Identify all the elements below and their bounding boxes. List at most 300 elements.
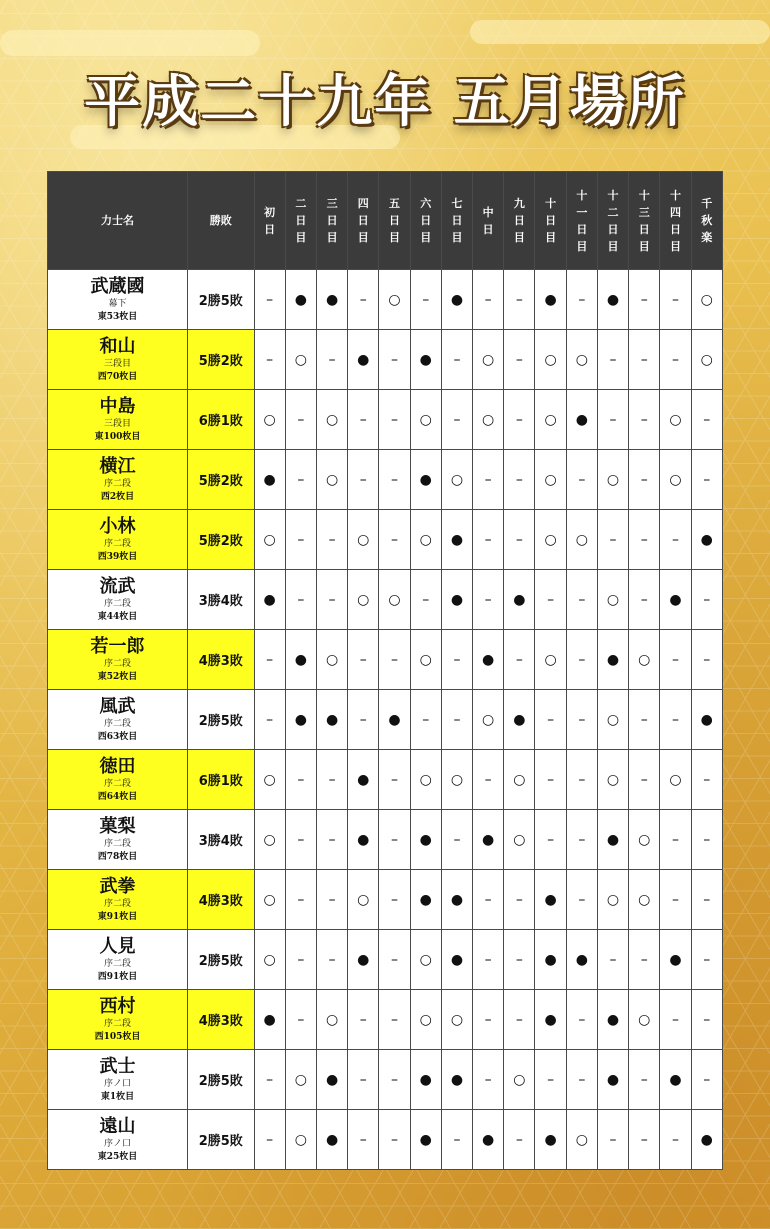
day-result-5: – <box>379 450 410 510</box>
rikishi-name: 徳田 <box>99 755 136 777</box>
day-result-11: – <box>566 1050 597 1110</box>
day-result-12: ● <box>597 990 628 1050</box>
day-result-8: – <box>473 870 504 930</box>
day-result-5: – <box>379 510 410 570</box>
rikishi-name: 人見 <box>99 935 136 957</box>
day-result-7: – <box>441 390 472 450</box>
day-result-1: ● <box>254 570 285 630</box>
rikishi-cell <box>48 510 188 570</box>
day-result-10: ○ <box>535 450 566 510</box>
header-day-char: 七 <box>451 197 463 210</box>
day-result-6: ● <box>410 450 441 510</box>
header-day-char: 日 <box>451 214 463 227</box>
rikishi-rank: 西70枚目 <box>97 371 138 382</box>
rikishi-cell <box>48 270 188 330</box>
rikishi-cell <box>48 990 188 1050</box>
rikishi-division: 序二段 <box>104 598 132 609</box>
day-result-14: ○ <box>660 390 691 450</box>
header-day-10 <box>535 172 566 270</box>
header-day-char: 三 <box>638 205 650 219</box>
day-result-9: ○ <box>504 1050 535 1110</box>
rikishi-rank: 東44枚目 <box>97 611 138 622</box>
day-result-3: – <box>316 750 347 810</box>
header-day-char: 目 <box>326 231 338 244</box>
day-result-15: – <box>691 810 722 870</box>
day-result-10: – <box>535 750 566 810</box>
day-result-15: – <box>691 630 722 690</box>
header-day-char: 十 <box>638 188 650 202</box>
rikishi-cell <box>48 450 188 510</box>
day-result-7: ● <box>441 270 472 330</box>
record-cell: 3勝4敗 <box>188 810 254 870</box>
header-day-char: 目 <box>638 239 650 253</box>
day-result-9: – <box>504 990 535 1050</box>
rikishi-division: 序二段 <box>104 658 132 669</box>
day-result-12: ○ <box>597 450 628 510</box>
day-result-5: – <box>379 870 410 930</box>
header-day-char: 四 <box>669 205 681 219</box>
day-result-5: – <box>379 330 410 390</box>
record-cell: 3勝4敗 <box>188 570 254 630</box>
table-row <box>48 1050 723 1110</box>
header-day-char: 中 <box>482 205 494 219</box>
day-result-4: ○ <box>348 510 379 570</box>
day-result-10: ● <box>535 990 566 1050</box>
record-cell: 2勝5敗 <box>188 270 254 330</box>
day-result-2: ○ <box>285 330 316 390</box>
header-day-6 <box>410 172 441 270</box>
day-result-4: ● <box>348 810 379 870</box>
table-row <box>48 390 723 450</box>
day-result-1: ○ <box>254 510 285 570</box>
rikishi-division: 序ノ口 <box>104 1078 132 1089</box>
day-result-1: ● <box>254 450 285 510</box>
day-result-3: ○ <box>316 630 347 690</box>
rikishi-cell <box>48 570 188 630</box>
rikishi-rank: 西91枚目 <box>97 971 138 982</box>
rikishi-cell <box>48 330 188 390</box>
day-result-11: ● <box>566 390 597 450</box>
rikishi-division: 序二段 <box>104 1018 132 1029</box>
header-day-char: 十 <box>607 188 619 202</box>
day-result-15: ● <box>691 510 722 570</box>
day-result-6: – <box>410 690 441 750</box>
day-result-13: – <box>629 510 660 570</box>
header-day-8 <box>473 172 504 270</box>
day-result-6: ● <box>410 870 441 930</box>
rikishi-division: 序二段 <box>104 958 132 969</box>
day-result-8: – <box>473 570 504 630</box>
day-result-9: – <box>504 330 535 390</box>
day-result-4: ● <box>348 750 379 810</box>
day-result-10: ● <box>535 270 566 330</box>
day-result-11: – <box>566 750 597 810</box>
day-result-13: – <box>629 1050 660 1110</box>
day-result-9: ○ <box>504 810 535 870</box>
header-record: 勝敗 <box>188 172 254 270</box>
day-result-8: – <box>473 270 504 330</box>
day-result-12: – <box>597 390 628 450</box>
day-result-8: – <box>473 1050 504 1110</box>
day-result-13: ○ <box>629 630 660 690</box>
day-result-3: ○ <box>316 390 347 450</box>
day-result-12: ● <box>597 630 628 690</box>
day-result-15: – <box>691 570 722 630</box>
day-result-14: ● <box>660 930 691 990</box>
day-result-8: ● <box>473 630 504 690</box>
rikishi-division: 序二段 <box>104 778 132 789</box>
day-result-7: ● <box>441 1050 472 1110</box>
header-day-char: 目 <box>420 231 432 244</box>
rikishi-name: 流武 <box>99 575 136 597</box>
day-result-5: – <box>379 630 410 690</box>
day-result-10: – <box>535 690 566 750</box>
day-result-2: – <box>285 930 316 990</box>
day-result-13: ○ <box>629 810 660 870</box>
day-result-14: – <box>660 270 691 330</box>
rikishi-cell <box>48 630 188 690</box>
day-result-4: – <box>348 990 379 1050</box>
header-day-char: 目 <box>389 231 400 244</box>
day-result-6: ○ <box>410 390 441 450</box>
day-result-13: ○ <box>629 870 660 930</box>
header-day-char: 日 <box>545 214 557 227</box>
day-result-2: – <box>285 870 316 930</box>
day-result-14: – <box>660 1110 691 1170</box>
day-result-14: – <box>660 510 691 570</box>
day-result-2: ○ <box>285 1110 316 1170</box>
rikishi-name: 菓梨 <box>99 815 136 837</box>
day-result-8: – <box>473 930 504 990</box>
day-result-13: – <box>629 450 660 510</box>
header-day-char: 十 <box>576 188 588 202</box>
day-result-13: – <box>629 570 660 630</box>
day-result-4: – <box>348 450 379 510</box>
day-result-8: ○ <box>473 330 504 390</box>
day-result-12: ● <box>597 270 628 330</box>
record-cell: 2勝5敗 <box>188 930 254 990</box>
day-result-15: – <box>691 450 722 510</box>
day-result-3: ● <box>316 1050 347 1110</box>
day-result-2: ● <box>285 270 316 330</box>
rikishi-rank: 西64枚目 <box>97 791 138 802</box>
header-day-char: 日 <box>576 222 588 236</box>
rikishi-rank: 西63枚目 <box>97 731 138 742</box>
rikishi-cell <box>48 810 188 870</box>
day-result-10: ● <box>535 1110 566 1170</box>
day-result-10: – <box>535 570 566 630</box>
day-result-2: ● <box>285 630 316 690</box>
day-result-5: – <box>379 930 410 990</box>
header-day-char: 五 <box>389 197 400 210</box>
day-result-11: ○ <box>566 330 597 390</box>
header-day-char: 日 <box>357 214 369 227</box>
day-result-3: – <box>316 870 347 930</box>
record-cell: 5勝2敗 <box>188 510 254 570</box>
table-row <box>48 510 723 570</box>
day-result-3: ○ <box>316 450 347 510</box>
day-result-10: – <box>535 1050 566 1110</box>
day-result-11: – <box>566 870 597 930</box>
day-result-2: – <box>285 990 316 1050</box>
header-day-char: 目 <box>669 239 681 253</box>
header-day-char: 秋 <box>701 214 713 227</box>
day-result-3: – <box>316 810 347 870</box>
table-row <box>48 750 723 810</box>
day-result-3: – <box>316 570 347 630</box>
day-result-2: – <box>285 810 316 870</box>
table-row <box>48 1110 723 1170</box>
rikishi-rank: 東53枚目 <box>97 311 138 322</box>
day-result-13: – <box>629 270 660 330</box>
day-result-8: – <box>473 510 504 570</box>
page-title: 平成二十九年 五月場所 <box>84 70 686 135</box>
day-result-15: – <box>691 390 722 450</box>
header-day-char: 日 <box>326 214 338 227</box>
day-result-12: ○ <box>597 690 628 750</box>
day-result-10: – <box>535 810 566 870</box>
day-result-2: – <box>285 450 316 510</box>
day-result-8: – <box>473 750 504 810</box>
header-day-char: 楽 <box>701 231 713 244</box>
header-day-9 <box>504 172 535 270</box>
rikishi-rank: 東52枚目 <box>97 671 138 682</box>
day-result-14: – <box>660 990 691 1050</box>
header-day-char: 日 <box>295 214 307 227</box>
day-result-9: – <box>504 870 535 930</box>
header-day-char: 千 <box>701 197 713 210</box>
rikishi-division: 序二段 <box>104 838 132 849</box>
header-day-char: 目 <box>513 231 525 244</box>
day-result-11: ○ <box>566 1110 597 1170</box>
day-result-14: – <box>660 690 691 750</box>
day-result-7: ○ <box>441 750 472 810</box>
day-result-13: – <box>629 390 660 450</box>
header-day-char: 日 <box>482 222 494 236</box>
day-result-11: – <box>566 690 597 750</box>
record-cell: 4勝3敗 <box>188 990 254 1050</box>
rikishi-cell <box>48 750 188 810</box>
day-result-14: ● <box>660 1050 691 1110</box>
day-result-1: ○ <box>254 750 285 810</box>
day-result-5: ● <box>379 690 410 750</box>
day-result-14: – <box>660 630 691 690</box>
rikishi-cell <box>48 690 188 750</box>
day-result-6: ● <box>410 1110 441 1170</box>
header-day-11 <box>566 172 597 270</box>
day-result-1: ○ <box>254 810 285 870</box>
day-result-6: ● <box>410 810 441 870</box>
day-result-7: – <box>441 1110 472 1170</box>
day-result-1: ○ <box>254 390 285 450</box>
rikishi-division: 三段目 <box>104 358 132 369</box>
rikishi-rank: 東100枚目 <box>94 431 141 442</box>
day-result-4: ○ <box>348 570 379 630</box>
day-result-9: ● <box>504 570 535 630</box>
rikishi-rank: 東91枚目 <box>97 911 138 922</box>
day-result-7: ● <box>441 570 472 630</box>
day-result-1: ● <box>254 990 285 1050</box>
rikishi-rank: 西2枚目 <box>100 491 135 502</box>
day-result-5: – <box>379 750 410 810</box>
day-result-11: – <box>566 270 597 330</box>
day-result-13: – <box>629 690 660 750</box>
day-result-15: ○ <box>691 330 722 390</box>
day-result-10: ● <box>535 870 566 930</box>
header-day-3 <box>316 172 347 270</box>
day-result-7: – <box>441 810 472 870</box>
table-row <box>48 690 723 750</box>
day-result-3: – <box>316 930 347 990</box>
header-day-char: 十 <box>545 197 557 210</box>
day-result-6: ○ <box>410 510 441 570</box>
header-day-char: 目 <box>295 231 307 244</box>
day-result-1: – <box>254 1050 285 1110</box>
day-result-4: ● <box>348 930 379 990</box>
header-day-1 <box>254 172 285 270</box>
header-day-14 <box>660 172 691 270</box>
day-result-9: ● <box>504 690 535 750</box>
day-result-15: ● <box>691 690 722 750</box>
day-result-12: ○ <box>597 870 628 930</box>
header-day-2 <box>285 172 316 270</box>
rikishi-rank: 西78枚目 <box>97 851 138 862</box>
day-result-9: – <box>504 450 535 510</box>
header-day-char: 十 <box>669 188 681 202</box>
rikishi-rank: 西39枚目 <box>97 551 138 562</box>
day-result-12: – <box>597 930 628 990</box>
day-result-6: ○ <box>410 630 441 690</box>
header-day-char: 六 <box>420 197 432 210</box>
day-result-14: ○ <box>660 750 691 810</box>
record-cell: 6勝1敗 <box>188 390 254 450</box>
day-result-9: – <box>504 390 535 450</box>
day-result-7: – <box>441 630 472 690</box>
rikishi-name: 横江 <box>99 455 136 477</box>
day-result-8: ● <box>473 810 504 870</box>
rikishi-rank: 東1枚目 <box>100 1091 135 1102</box>
record-cell: 2勝5敗 <box>188 1050 254 1110</box>
day-result-13: – <box>629 330 660 390</box>
day-result-4: ● <box>348 330 379 390</box>
header-day-char: 四 <box>357 197 369 210</box>
header-day-15 <box>691 172 722 270</box>
day-result-5: – <box>379 990 410 1050</box>
day-result-14: – <box>660 330 691 390</box>
day-result-4: – <box>348 270 379 330</box>
results-table <box>47 171 723 1170</box>
table-row <box>48 990 723 1050</box>
day-result-5: ○ <box>379 270 410 330</box>
day-result-2: ● <box>285 690 316 750</box>
day-result-7: – <box>441 330 472 390</box>
header-day-char: 日 <box>389 214 400 227</box>
header-day-char: 日 <box>669 222 681 236</box>
header-row <box>48 172 723 270</box>
day-result-2: – <box>285 510 316 570</box>
day-result-9: ○ <box>504 750 535 810</box>
rikishi-name: 武蔵國 <box>90 275 145 297</box>
header-day-char: 九 <box>513 197 525 210</box>
day-result-7: ○ <box>441 450 472 510</box>
rikishi-cell <box>48 1110 188 1170</box>
day-result-1: – <box>254 270 285 330</box>
header-day-char: 三 <box>326 197 338 210</box>
day-result-2: – <box>285 390 316 450</box>
day-result-13: – <box>629 750 660 810</box>
header-day-char: 日 <box>513 214 525 227</box>
rikishi-cell <box>48 870 188 930</box>
day-result-5: – <box>379 390 410 450</box>
day-result-4: – <box>348 1110 379 1170</box>
rikishi-name: 西村 <box>99 995 136 1017</box>
rikishi-name: 武士 <box>99 1055 136 1077</box>
day-result-12: ○ <box>597 750 628 810</box>
day-result-11: – <box>566 990 597 1050</box>
day-result-1: ○ <box>254 930 285 990</box>
header-day-5 <box>379 172 410 270</box>
day-result-4: ○ <box>348 870 379 930</box>
day-result-8: ● <box>473 1110 504 1170</box>
day-result-15: – <box>691 990 722 1050</box>
day-result-8: – <box>473 990 504 1050</box>
day-result-8: – <box>473 450 504 510</box>
table-row <box>48 930 723 990</box>
record-cell: 4勝3敗 <box>188 630 254 690</box>
day-result-11: – <box>566 810 597 870</box>
day-result-14: – <box>660 870 691 930</box>
day-result-6: ○ <box>410 990 441 1050</box>
day-result-4: – <box>348 690 379 750</box>
day-result-15: – <box>691 750 722 810</box>
day-result-4: – <box>348 630 379 690</box>
decorative-cloud <box>0 30 260 56</box>
day-result-5: – <box>379 1110 410 1170</box>
rikishi-division: 序二段 <box>104 538 132 549</box>
header-day-12 <box>597 172 628 270</box>
header-day-char: 日 <box>420 214 432 227</box>
day-result-10: ○ <box>535 390 566 450</box>
record-cell: 5勝2敗 <box>188 330 254 390</box>
header-day-char: 初 <box>264 205 276 219</box>
day-result-4: – <box>348 1050 379 1110</box>
day-result-1: ○ <box>254 870 285 930</box>
day-result-11: – <box>566 630 597 690</box>
day-result-9: – <box>504 930 535 990</box>
day-result-12: ○ <box>597 570 628 630</box>
day-result-6: – <box>410 270 441 330</box>
rikishi-division: 幕下 <box>108 298 127 309</box>
record-cell: 2勝5敗 <box>188 1110 254 1170</box>
day-result-10: ○ <box>535 630 566 690</box>
day-result-8: ○ <box>473 690 504 750</box>
day-result-7: – <box>441 690 472 750</box>
rikishi-rank: 西105枚目 <box>94 1031 141 1042</box>
header-day-char: 目 <box>451 231 463 244</box>
day-result-3: ○ <box>316 990 347 1050</box>
day-result-12: – <box>597 330 628 390</box>
table-row <box>48 810 723 870</box>
day-result-9: – <box>504 510 535 570</box>
rikishi-name: 小林 <box>99 515 136 537</box>
record-cell: 4勝3敗 <box>188 870 254 930</box>
rikishi-division: 序二段 <box>104 718 132 729</box>
day-result-9: – <box>504 630 535 690</box>
day-result-13: ○ <box>629 990 660 1050</box>
header-day-char: 日 <box>264 222 276 236</box>
header-day-char: 日 <box>638 222 650 236</box>
rikishi-division: 序ノ口 <box>104 1138 132 1149</box>
